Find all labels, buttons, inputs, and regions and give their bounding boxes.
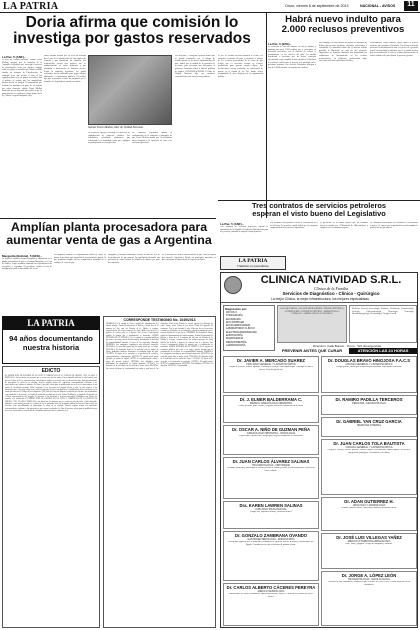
story2-col1 [268,42,316,196]
story2-text-col2: Sin embargo, los beneficiarios no podrán ser acusados de delitos graves como asesinato, violación, narcotráfico o corrupción. La autoridad señaló que el anterior indulto permitió la liberación de más de mil personas. Organismos de derechos humanos han denunciado las condiciones de hacinamiento en los recintos penitenciarios. La población penitenciaria sigue creciendo cada año según datos oficiales. [319,42,367,63]
doctor-card [223,457,319,499]
headline-contratos-line2: esperan el visto bueno del Legislativo [252,208,386,218]
story1-dateline: La Paz, 5 (ANF).- [2,55,26,59]
doctor-details: Cirugía oral, implantes dentales, fracturas faciales. [249,511,293,513]
story1-text-col6: El jefe de Unidad Nacional también se refirió a la situación económica del país y cuestionó el manejo de los recursos provenientes de la venta de gas. Señaló que es necesario invertir en sectores productivos para generar empleo digno. Las declaraciones fueron realizadas en conferencia de prensa en la ciudad de La Paz, donde estuvo acompañado de otros dirigentes de su organización política. [218,55,263,78]
story4-text-col1: La petrolera española Repsol inauguró la ampliación de la planta procesadora de gas en el campo Margarita, en el sur de Bolivia, lo que permitirá aumentar las exportaciones del energético a Argentina. El presidente asistió al acto de inauguración junto a autoridades del sector. [2,258,52,271]
headline-gas-line2: aumentar venta de gas a Argentina [6,232,212,247]
diag-item: ELECTROCARDIOGRAMA [226,330,257,334]
promo-box [2,316,100,364]
testimonio-text: NÚMERO: En la ciudad de Oruro, capital del departamento del mismo nombre, Estado Plurinacional de Bolivia, a horas diez de la mañana del día, ante mí Notario de Fe Pública y testigos, comparecieron los señores mayores de edad, hábiles por derecho, a quienes de conocer doy fe y dijeron: Que elevan a instrumento público la minuta que a continuación se transcribe. SEÑOR NOTARIO DE FE PÚBLICA: En el registro de escrituras públicas que corre a su cargo, sírvase insertar una de constitución de sociedad de responsabilidad limitada, al tenor de las siguientes cláusulas. PRIMERA: Los otorgantes constituyen una sociedad comercial. SEGUNDA: La sociedad girará bajo la razón social que se indica. TERCERA: El domicilio legal de la sociedad será la ciudad de Oruro, pudiendo establecer sucursales en cualquier lugar del país. CUARTA: El objeto de la sociedad es la prestación de servicios, comercialización e importación. QUINTA: El capital social queda dividido en cuotas de capital. SEXTA: La administración estará a cargo del gerente general. SÉPTIMA: Las utilidades serán distribuidas en proporción al capital aportado. OCTAVA: La duración de la sociedad será de noventa y nueve años. NOVENA: Los socios declaran su conformidad con todas y cada una de las cláusulas. Usted señor Notario se servirá agregar las cláusulas de estilo. Oruro, fecha. Firma de los socios. Firma del abogado. Es conforme. Con lo que terminó el acto, leída que les fue la presente escritura se ratificaron en su contenido y firmaron juntamente con el suscrito Notario de lo que doy fe. NÚMERO: En la ciudad de Oruro, capital del departamento del mismo nombre, Estado Plurinacional de Bolivia, a horas diez de la mañana del día, ante mí Notario de Fe Pública y testigos, comparecieron los señores mayores de edad, hábiles por derecho, a quienes de conocer doy fe y dijeron: Que elevan a instrumento público la minuta que a continuación se transcribe. SEÑOR NOTARIO DE FE PÚBLICA: En el registro de escrituras públicas que corre a su cargo, sírvase insertar una de constitución de sociedad de responsabilidad limitada. PRIMERA: Los otorgantes constituyen una sociedad comercial. SEGUNDA: La sociedad girará bajo la razón social. TERCERA: El domicilio legal de la sociedad será la ciudad de Oruro. CUARTA: El objeto de la sociedad es la prestación de servicios. QUINTA: El capital social. SEXTA: La administración. SÉPTIMA: Las utilidades. OCTAVA: La duración. NOVENA: Conformidad. [106,323,213,370]
headline-contratos-line1: Tres contratos de servicios petroleros [252,201,386,210]
promo-line1: 94 años documentando [9,334,93,343]
photo-caption-doria: Samuel Doria Medina, líder de Unidad Nacional. [88,126,144,129]
doctor-details: Control prenatal, parto, cesárea, ecografía obstétrica. Consultorio en la clínica. [238,405,304,407]
story2-text-col1: El Gobierno de Bolivia anunció un nuevo indulto y amnistía para unos 2.000 reclusos que se encuentran en detención preventiva, con el objetivo de reducir el hacinamiento en las cárceles del país. La medida beneficiará a personas que no tienen sentencia ejecutoriada y que cumplan ciertos requisitos. El ministro de Gobierno explicó que el decreto será aprobado en las próximas semanas. Las cárceles bolivianas albergan a más de 14.000 internos, la mayoría sin condena. [268,46,316,69]
doctor-details: Cirugía de vesícula, hernias, apéndice, tiroides, mama. Procedimientos laparoscópicos. Atención de emergencias quirúrgicas. Consultorio en la clínica. [327,449,411,454]
doctor-name: Dr. GABRIEL YAN CRUZ GARCIA [336,419,402,424]
doctor-card [223,583,319,626]
edicto-text: EL SEÑOR JUEZ DE PARTIDO EN LO CIVIL Y COMERCIAL DE LA CIUDAD DE ORURO, CITA, LLAMA Y EMPLAZA a los herederos y/o personas que se crean con derecho sobre el bien inmueble ubicado en esta ciudad, para que en el plazo de ley se apersonen ante este despacho judicial a efectos de hacer valer sus derechos, bajo apercibimiento de proseguirse la causa en su rebeldía. Proceso seguido dentro del expediente correspondiente conforme a los antecedentes que cursan en obrados. Se libra el presente edicto para su publicación por tres veces consecutivas en un medio de circulación nacional. Oruro, conforme a ley. Secretario del juzgado. Firma y sello. Se hace conocer a los interesados que el presente edicto tiene validez legal para los fines consiguientes. La publicación deberá efectuarse en la forma prevista por el Código de Procedimiento Civil. Auto de fecha que dispone la citación por edictos a los demandados cuyo domicilio se desconoce, en mérito al juramento prestado por la parte actora. Notifíquese y cúmplase. Registrado en el libro correspondiente del juzgado. Se previene a los herederos y terceros interesados. Publíquese por edictos de acuerdo a lo establecido. EL SEÑOR JUEZ DE PARTIDO EN LO CIVIL Y COMERCIAL DE LA CIUDAD DE ORURO, CITA, LLAMA Y EMPLAZA a los herederos y/o personas que se crean con derecho sobre el bien inmueble ubicado en esta ciudad, para que en el plazo de ley se apersonen ante este despacho judicial a efectos de hacer valer sus derechos, bajo apercibimiento de proseguirse la causa en su rebeldía. Proceso seguido dentro del expediente correspondiente conforme a los antecedentes que cursan en obrados. Se libra el presente edicto para su publicación por tres veces consecutivas en un medio de circulación nacional. Oruro, conforme a ley. [5,375,97,413]
headline-doria-line1: Doria afirma que comisión lo [25,14,239,31]
doctor-specialty: CIRUJANO GENERAL Y LAPAROSCÓPICO [246,363,296,366]
doctor-details: Cirugía general, oncológica y laparoscópica avanzada. Especialista certificado. [336,366,402,368]
story1-text-col3: La comisión especial investiga los procesos de capitalización de empresas estatales. Los legisladores oficialistas anunciaron que convocarán a ex autoridades para que expliquen su participación en esos procesos. [88,132,130,145]
doctor-details: Fracturas de cara, mandíbula y columna. Lunes a viernes de 18:00 a 20:00. Atención previa cita en consultorio. [328,581,410,586]
story3-dateline: La Paz, 5 (ANF).- [220,222,244,226]
headline-doria-line2: investiga por gastos reservados [13,29,251,47]
story3-text-col1: Tres contratos de servicios petroleros esperan la aprobación de la Asamblea Legislativa Plurinacional para su ejecución, informó la empresa estatal petrolera. [220,226,268,234]
headline-indulto [268,15,418,35]
diag-item: RAYOS X [226,311,237,314]
doctor-details: Próstata, cálculos renales, infecciones urinarias, disfunción eréctil. [341,507,397,509]
diagnostics-title: Diagnóstico por: [225,306,248,311]
story2-text-col3: Gobernadores, Carlos Romero, quien explicó el decreto supremo que otorgaba el beneficio. Los reclusos deberán presentar la documentación ante los jueces de ejecución penal. Las autoridades indicaron que se ejecutará un plan para la construcción de nuevos centros penitenciarios en varias ciudades del país durante la presente gestión. [370,42,418,57]
doctor-card [321,395,417,415]
doctor-card [223,356,319,393]
diagnostics-items [226,311,274,347]
testimonio-title: CORRESPONDE TESTIMONIO No. 1049/2013 [123,318,196,322]
promo-line2: nuestra historia [22,343,80,352]
doctor-card [321,497,417,531]
doctor-card [321,439,417,495]
diag-item: ECOCARDIOGRAMA [226,324,251,328]
doctor-card [321,417,417,437]
diagnostics-list [223,305,275,351]
story3-text-col3: El presidente de la estatal explicó que los contratos fueron revisados por el Ministerio de Hidrocarburos y cumplen con la normativa vigente. [320,222,368,230]
doctor-name: Dr. JORGE A. LÓPEZ LEÓN [341,573,397,578]
doctor-name: Dr. CARLOS ALBERTO CÁCERES PEREYRA [226,585,316,590]
story4-dateline: Margarita (Bolivia), 5 (EFE).- [2,254,43,258]
doctor-card [223,531,319,581]
headline-indulto-line2: 2.000 reclusos preventivos [281,23,405,35]
diag-item: DENSITOMETRÍA [226,340,247,344]
clinic-advertisement [220,272,418,628]
clinic-emergency: ATENCIÓN LAS 24 HORAS [349,348,417,354]
edicto-title: EDICTO [41,368,61,374]
clinic-logo-icon [224,276,242,294]
clinic-subtitle: Clínica de la Familia [313,286,349,291]
doctor-name: Dr. OSCAR A. NIÑO DE GUZMAN PEÑA [231,427,311,432]
doctor-specialty: MÉDICO GINECÓLOGO OBSTETRA [250,402,292,405]
doctor-specialty: MEDICINA INTERNA [357,424,381,427]
clinic-name: CLINICA NATIVIDAD S.R.L. [260,274,402,286]
headline-gas-line1: Amplían planta procesadora para [10,220,208,234]
clinic-services: Servicios de Diagnóstico - Clínico - Quirúrgico [282,291,380,296]
patria-box-tagline: Tradición en periodismo [237,264,269,268]
headline-contratos [218,202,420,217]
doctor-name: Dra. KAREN LAWREN SALINAS [239,503,303,508]
diag-item: ENDOSCOPÍA [226,334,243,338]
patria-tradition-box [220,256,286,270]
story4-text-col3: Margarita y Huacaya contribuyen al tener de más del 30% de la producción de gas natural. La ampliación demandó una inversión de varios cientos de millones de dólares por parte del consorcio. [108,254,160,264]
doctor-specialty: TRAUMATOLOGÍA - MAXILO FACIAL [347,578,391,581]
promo-logo: LA PATRIA [3,317,99,330]
clinic-services-text: SALA DE PARTOS - SALA DE OPERACIONES - TERAPIA INTENSIVA - INTERNACIÓN - CONSULTA EXTERNA - EMERGENCIAS - FARMACIA - AMBULANCIA LAS 24 HORAS [280,308,344,316]
clinic-address: Dirección: Calle Bolívar - Oruro · Telf. Emergencias [313,344,381,348]
doctor-name: Dr. J. ELMER BALDERRAMA C. [239,397,303,402]
section-label: NACIONAL - AVISOS [360,4,396,8]
diag-item: ECOGRAFÍA [226,317,241,321]
doctor-card [223,425,319,455]
story3-text-col2: Los contratos corresponden a áreas de exploración en el sur del país. La petrolera estatal indicó que las empresas comprometieron inversiones importantes. [270,222,318,230]
doctor-card [321,571,417,626]
headline-doria [2,15,262,47]
doctor-card [321,356,417,393]
patria-box-logo: LA PATRIA [238,258,268,264]
doctor-details: Colposcopía, Papanicolaou, cirugía ginecológica, tratamiento de infertilidad. [239,435,303,437]
doctor-specialty: TRAUMATOLOGÍA - ORTOPEDIA [251,464,291,467]
doctor-specialty: MÉDICO OTORRINOLARINGÓLOGO [347,540,391,543]
headline-gas [2,221,216,246]
issue-date: Oruro, viernes 6 de septiembre de 2013 [285,4,349,8]
photo-doria-medina [88,55,172,125]
story1-text-col5: Por otra parte, el dirigente opositor afirmó que su partido continuará con el trabajo de fortalecimiento en los nueve departamentos del país. Indicó que la unidad de la oposición es necesaria para presentar una alternativa al gobierno. Asimismo criticó la falta de políticas de empleo. CONVERSACIONES. El líder de Unidad Nacional dijo que mantiene conversaciones con otras fuerzas políticas. [175,55,215,78]
column-divider [266,13,267,218]
page-number: 11 [404,1,418,11]
doctor-specialty: CIRUJANO MAXILOFACIAL [255,508,287,511]
diag-item: LAPAROSCOPÍA [226,343,246,347]
masthead [0,0,420,13]
doctor-details: Oído, nariz y garganta. Cirugía de amígdalas y sinusitis. [345,543,393,545]
doctor-specialty: MÉDICO NEFRÓLOGO [257,590,285,593]
doctor-specialty: GINECÓLOGO OBSTETRA - ONCOLOGÍA [246,432,296,435]
story1-text-col2: Doria Medina recordó que en 2006 fue acusado por el caso de la privatización de una empresa de cemento y que finalmente fue absuelto. Los sobresueldos fueron una práctica que se institucionalizó en varios gobiernos y que alcanzaba a funcionarios de distintos niveles. Según la comisión legislativa, los gastos reservados fueron utilizados para pagar salarios adicionales a funcionarios públicos. El político dijo que responderá a todas las preguntas que le formulen los legisladores cuando sea citado. [44,55,86,83]
doctor-name: Dr. ADAN GUTIERREZ H. [344,499,394,504]
doctor-details: Cirugía de vesícula, hernias, apéndice, estómago y colon por videolaparoscopía. Consultas de lunes a viernes. Atención previa cita. [228,366,314,371]
clinic-specialties-panel [349,305,417,343]
clinic-services-panel [277,305,347,343]
clinic-specialties-text: Medicina General, Ginecología, Pediatría, Cardiología, Traumatología, Urología, Gastroenterología, Neurología, Nefrología, Otorrinolaringología, Dermatología, Cirugía General [352,308,414,316]
story3-text-col4: La Asamblea deberá tratar los contratos en las próximas sesiones. Se espera que la aprobación permita ampliar la producción de gas natural. [370,222,418,230]
newspaper-logo: LA PATRIA [3,1,59,12]
doctor-name: Dr. RAMIRO PADILLA TERCEROS [335,397,403,402]
doctor-name: Dr. JUAN CARLOS ÁLVAREZ SALINAS [232,459,310,464]
story4-text-col2: de Margarita, situado en el departamento sureño de Tarija. La planta tiene ahora una capacidad de procesamiento mayor, lo que permitirá cumplir con los compromisos asumidos en el contrato de venta de gas. [54,254,106,264]
doctor-card [321,533,417,569]
doctor-details: Enfermedades del riñón, hemodiálisis, hipertensión arterial, diabetes. Atención en la clínica de lunes a viernes. [228,593,314,598]
doctor-name: Dr. JAVIER A. MERCADO SUAREZ [237,358,305,363]
doctor-card [223,501,319,529]
diag-item: TOMOGRAFÍA [226,314,243,318]
story2-dateline: La Paz, 5 (EFE).- [268,42,292,46]
doctor-name: Dr. JUAN CARLOS TOLA BAUTISTA [333,441,405,446]
doctor-name: Dr. JOSÉ LUIS VILLEGAS YAÑEZ [336,535,402,540]
diag-item: LABORATORIO CLÍNICO [226,327,255,331]
story4-text-col4: en 32 millones de metros cúbicos diarios de gas. Bolivia exporta gas natural a Argentina y Brasil, sus principales mercados, lo que representa la mayor fuente de ingresos del país. [162,254,216,262]
diag-item: MAMOGRAFÍA [226,337,244,341]
edicto-notice [2,366,100,628]
diag-item: ECO DOPPLER [226,320,245,324]
doctor-name: Dr. GONZALO ZAMBRANA OVANDO [234,533,308,538]
section-rule-gas [0,218,216,219]
story1-text-col4: La Asamblea Legislativa aprobó la conformación de la comisión a principios de año. Doria Medina señaló que el oficialismo busca desgastar a la oposición de cara a las elecciones generales. [132,132,172,145]
doctor-details: Endoscopía digestiva alta, colonoscopía, tratamiento de gastritis, úlceras, hepatitis y enfermedades del hígado. Consultas previa cita en horarios de mañana y tarde. [228,541,314,546]
clinic-header [221,273,417,303]
story1-col1 [2,55,42,219]
clinic-prevent: PREVENIR ANTES QUE CURAR [281,348,343,353]
doctor-specialty: CIRUGÍA GENERAL Y LAPAROSCÓPICA [345,363,393,366]
doctor-card [223,395,319,423]
doctor-specialty: GASTROENTEROLOGÍA - ENDOSCOPÍA [247,538,295,541]
doctor-specialty: UROLOGÍA Y ANDROLOGÍA [352,504,386,507]
headline-indulto-line1: Habrá nuevo indulto para [285,14,401,25]
doctor-name: Dr. DOUGLAS BRAVO HINOJOSA F.A.C.S [327,358,411,363]
doctor-details: Fracturas, luxaciones, artroscopía de rodilla, prótesis de cadera y rodilla, lesiones deportivas. Atención de lunes a sábado. [227,467,315,472]
clinic-slogan: La mejor Clínica, la mejor infraestructura, los mejores especialistas [271,297,369,301]
testimonio-notice [103,316,216,628]
doctor-specialty: CIRUGÍA GENERAL Y LAPAROSCÓPICA [345,446,393,449]
doctor-specialty: PEDIATRA - NEONATÓLOGO [352,402,386,405]
story3-col1 [220,222,268,254]
story1-text-col1: El líder de Unidad Nacional, Samuel Doria Medina, aseguró que la comisión de la Asamblea Legislativa que investiga el proceso de privatización tiene por objetivo indagar sobre los gastos reservados que habría recibido cuando fue ministro de Planificación. La comisión tiene que revisar el caso de las capitalizaciones y no de gastos reservados, dijo el político al señalar que los asambleístas buscan afectar su imagen. El sobresueldo que recibían los ministros era parte de un sistema que todos conocían, añadió. Doria Medina manifestó que no hay nada que ocultar y que su participación en el gobierno estuvo dentro de la ley. Vamos a seguir trabajando, dijo. [2,59,42,98]
story4-col1 [2,254,52,316]
